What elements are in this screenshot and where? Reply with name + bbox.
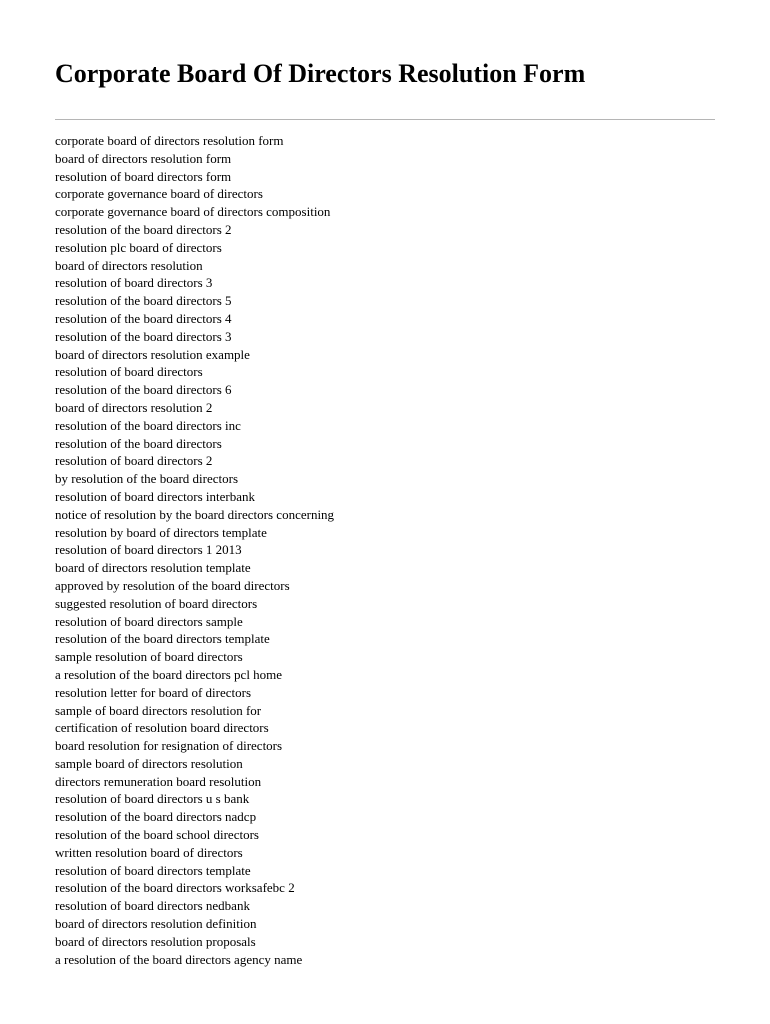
list-item: resolution of the board directors 3: [55, 328, 232, 344]
page-title: Corporate Board Of Directors Resolution Form: [55, 59, 586, 88]
list-item: resolution of board directors 3: [55, 275, 213, 291]
list-item: corporate board of directors resolution form: [55, 133, 284, 148]
list-item: board of directors resolution: [55, 257, 203, 273]
list-item: board of directors resolution template: [55, 560, 251, 576]
list-item: resolution of the board directors 6: [55, 382, 232, 398]
list-item: by resolution of the board directors: [55, 471, 239, 487]
list-item: board of directors resolution definition: [55, 916, 257, 932]
list-item: a resolution of the board directors agency name: [55, 951, 303, 967]
list-item: resolution of the board directors worksafebc 2: [55, 880, 295, 896]
list-item: sample resolution of board directors: [55, 649, 243, 665]
list-item: board of directors resolution example: [55, 346, 250, 362]
list-item: suggested resolution of board directors: [55, 595, 258, 611]
list-item: resolution of board directors: [55, 364, 203, 380]
list-item: sample board of directors resolution: [55, 755, 243, 771]
list-item: written resolution board of directors: [55, 844, 243, 860]
list-item: resolution of board directors template: [55, 862, 251, 878]
list-item: board of directors resolution form: [55, 150, 232, 166]
list-item: resolution plc board of directors: [55, 239, 222, 255]
list-item: resolution of the board directors 4: [55, 310, 232, 326]
keyword-list: [55, 132, 334, 968]
list-item: board of directors resolution proposals: [55, 933, 256, 949]
list-item: board of directors resolution 2: [55, 399, 213, 415]
list-item: resolution of board directors 1 2013: [55, 542, 242, 558]
list-item: certification of resolution board directors: [55, 720, 269, 736]
list-item: resolution of the board directors nadcp: [55, 809, 257, 825]
list-item: resolution letter for board of directors: [55, 684, 252, 700]
list-item: resolution of board directors u s bank: [55, 791, 250, 807]
list-item: resolution of the board school directors: [55, 827, 259, 843]
list-item: notice of resolution by the board directors concerning: [55, 506, 335, 522]
list-item: resolution of the board directors 5: [55, 293, 232, 309]
list-item: a resolution of the board directors pcl home: [55, 666, 283, 682]
list-item: resolution of the board directors inc: [55, 417, 241, 433]
list-item: sample of board directors resolution for: [55, 702, 262, 718]
list-item: resolution of board directors 2: [55, 453, 213, 469]
title-divider: [55, 119, 715, 120]
list-item: resolution of board directors sample: [55, 613, 243, 629]
list-item: resolution of the board directors 2: [55, 221, 232, 237]
list-item: approved by resolution of the board directors: [55, 577, 290, 593]
list-item: resolution by board of directors template: [55, 524, 267, 540]
list-item: corporate governance board of directors: [55, 186, 263, 202]
list-item: corporate governance board of directors composition: [55, 204, 331, 220]
list-item: board resolution for resignation of directors: [55, 738, 283, 754]
list-item: resolution of board directors nedbank: [55, 898, 250, 914]
list-item: resolution of board directors interbank: [55, 488, 255, 504]
list-item: directors remuneration board resolution: [55, 773, 262, 789]
list-item: resolution of board directors form: [55, 168, 232, 184]
list-item: resolution of the board directors template: [55, 631, 270, 647]
list-item: resolution of the board directors: [55, 435, 222, 451]
